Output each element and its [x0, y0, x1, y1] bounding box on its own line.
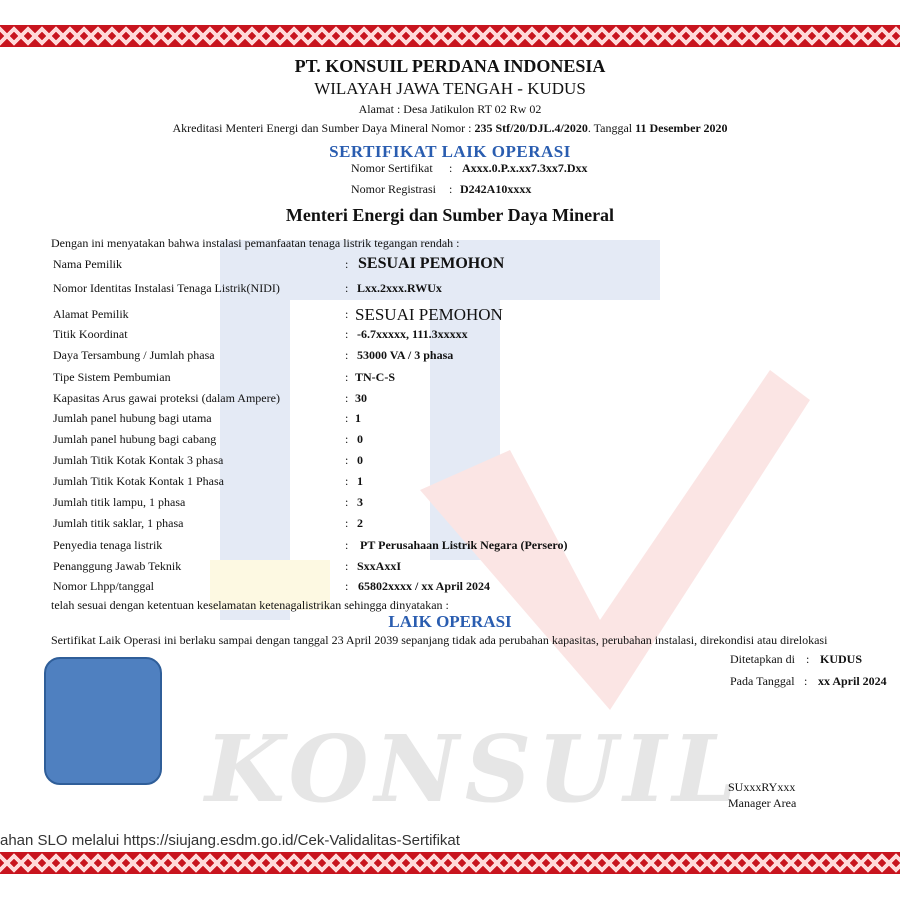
accreditation-line — [0, 121, 900, 136]
signatory-title: Manager Area — [728, 796, 797, 810]
issuance-place-colon: : — [806, 652, 810, 666]
issuance-date-label: Pada Tanggal — [730, 674, 795, 688]
field-value: 3 — [357, 495, 363, 509]
field-value: 65802xxxx / xx April 2024 — [358, 579, 491, 593]
field-colon: : — [345, 370, 349, 384]
field-value: 1 — [355, 411, 361, 425]
field-value: 0 — [357, 453, 363, 467]
registration-value: D242A10xxxx — [460, 182, 532, 196]
signatory-name: SUxxxRYxxx — [728, 780, 796, 794]
field-label: Tipe Sistem Pembumian — [53, 370, 171, 384]
field-value: SxxAxxI — [357, 559, 402, 573]
certificate-number-value: Axxx.0.P.x.xx7.3xx7.Dxx — [462, 161, 588, 175]
field-colon: : — [345, 257, 349, 271]
field-value: 2 — [357, 516, 363, 530]
field-colon: : — [345, 307, 349, 321]
conformity-statement: telah sesuai dengan ketentuan keselamatan ketenagalistrikan sehingga dinyatakan : — [51, 598, 449, 612]
field-label: Penyedia tenaga listrik — [53, 538, 163, 552]
field-colon: : — [345, 453, 349, 467]
field-colon: : — [345, 474, 349, 488]
field-label: Jumlah titik lampu, 1 phasa — [53, 495, 186, 509]
accreditation-prefix: Akreditasi Menteri Energi dan Sumber Daya Mineral Nomor : — [172, 121, 472, 135]
field-label: Jumlah panel hubung bagi cabang — [53, 432, 217, 446]
watermark-text: KONSUIL — [205, 715, 744, 823]
field-label: Penanggung Jawab Teknik — [53, 559, 182, 573]
field-colon: : — [345, 411, 349, 425]
field-label: Jumlah Titik Kotak Kontak 1 Phasa — [53, 474, 225, 488]
footer-verification-link: ahan SLO melalui https://siujang.esdm.go.id/Cek-Validalitas-Sertifikat — [0, 832, 460, 849]
certificate-number-colon: : — [449, 161, 453, 175]
field-value: PT Perusahaan Listrik Negara (Persero) — [360, 538, 568, 552]
company-address: Alamat : Desa Jatikulon RT 02 Rw 02 — [358, 102, 542, 116]
field-value: SESUAI PEMOHON — [355, 305, 503, 324]
field-colon: : — [345, 495, 349, 509]
field-label: Jumlah titik saklar, 1 phasa — [53, 516, 184, 530]
field-colon: : — [345, 579, 349, 593]
field-colon: : — [345, 348, 349, 362]
field-value: TN-C-S — [355, 370, 396, 384]
registration-label: Nomor Registrasi — [351, 182, 436, 196]
issuance-date-colon: : — [804, 674, 808, 688]
field-value: 1 — [357, 474, 363, 488]
certificate-title: SERTIFIKAT LAIK OPERASI — [329, 142, 571, 161]
certificate-number-label: Nomor Sertifikat — [351, 161, 433, 175]
issuer-heading: Menteri Energi dan Sumber Daya Mineral — [285, 205, 615, 225]
field-label: Jumlah panel hubung bagi utama — [53, 411, 212, 425]
field-value: 53000 VA / 3 phasa — [357, 348, 454, 362]
field-colon: : — [345, 516, 349, 530]
field-colon: : — [345, 538, 349, 552]
field-label: Kapasitas Arus gawai proteksi (dalam Ampere) — [53, 391, 280, 405]
decorative-border-bottom — [0, 852, 900, 874]
accreditation-number: 235 Stf/20/DJL.4/2020 — [474, 121, 588, 135]
registration-colon: : — [449, 182, 453, 196]
field-colon: : — [345, 327, 349, 341]
field-value: Lxx.2xxx.RWUx — [357, 281, 442, 295]
issuance-place-label: Ditetapkan di — [730, 652, 795, 666]
field-value: -6.7xxxxx, 111.3xxxxx — [357, 327, 468, 341]
field-value: SESUAI PEMOHON — [358, 255, 505, 272]
validity-statement: Sertifikat Laik Operasi ini berlaku sampai dengan tanggal 23 April 2039 sepanjang tidak ada perubahan kapasitas, perubahan instalasi, direkondisi atau direlokasi — [51, 633, 828, 647]
accreditation-date-label: . Tanggal — [587, 121, 633, 135]
field-colon: : — [345, 432, 349, 446]
field-label: Jumlah Titik Kotak Kontak 3 phasa — [53, 453, 224, 467]
field-label: Daya Tersambung / Jumlah phasa — [53, 348, 215, 362]
owner-photo-placeholder — [44, 657, 162, 785]
field-label: Titik Koordinat — [53, 327, 128, 341]
accreditation-date: 11 Desember 2020 — [635, 121, 728, 135]
issuance-place-value: KUDUS — [820, 652, 863, 666]
watermark-logo-stem — [220, 240, 290, 620]
field-label: Nomor Identitas Instalasi Tenaga Listrik(NIDI) — [53, 281, 280, 295]
field-label: Nomor Lhpp/tanggal — [53, 579, 154, 593]
field-label: Nama Pemilik — [53, 257, 122, 271]
company-region: WILAYAH JAWA TENGAH - KUDUS — [314, 79, 586, 98]
company-name: PT. KONSUIL PERDANA INDONESIA — [294, 56, 606, 76]
field-colon: : — [345, 281, 349, 295]
field-label: Alamat Pemilik — [53, 307, 129, 321]
field-colon: : — [345, 391, 349, 405]
field-value: 0 — [357, 432, 363, 446]
field-value: 30 — [355, 391, 367, 405]
intro-statement: Dengan ini menyatakan bahwa instalasi pemanfaatan tenaga listrik tegangan rendah : — [51, 236, 460, 250]
issuance-date-value: xx April 2024 — [818, 674, 887, 688]
decorative-border-top — [0, 25, 900, 47]
result-heading: LAIK OPERASI — [388, 612, 512, 631]
field-colon: : — [345, 559, 349, 573]
